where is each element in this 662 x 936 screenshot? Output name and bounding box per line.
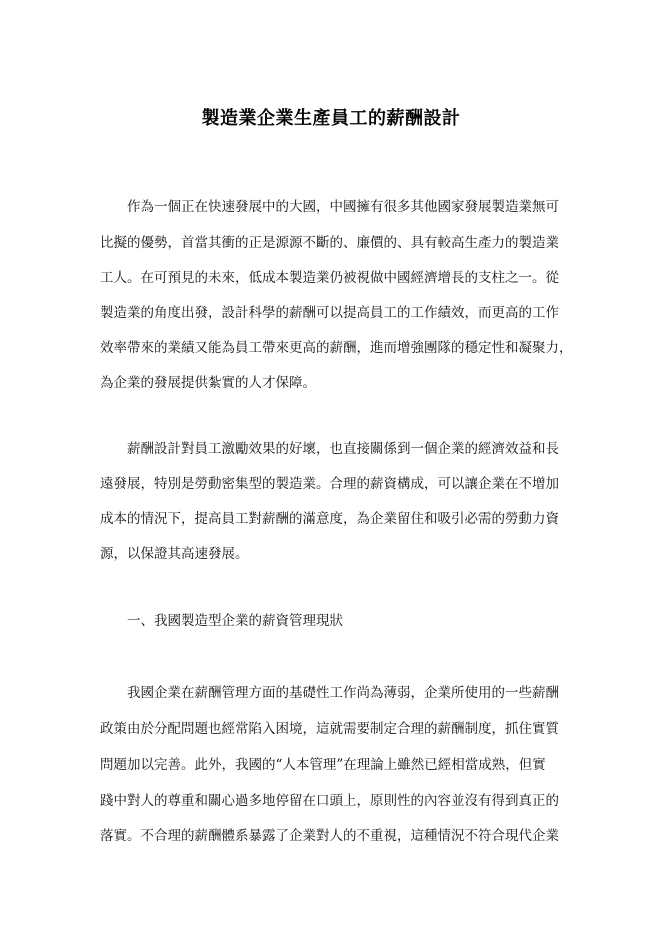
paragraph-3-line-3: 問題加以完善。此外，我國的“人本管理”在理論上雖然已經相當成熟，但實 [100, 757, 546, 773]
document-title: 製造業企業生產員工的薪酬設計 [201, 108, 461, 129]
paragraph-3-line-1: 我國企業在薪酬管理方面的基礎性工作尚為薄弱，企業所使用的一些薪酬 [127, 685, 559, 701]
paragraph-3-line-5: 落實。不合理的薪酬體系暴露了企業對人的不重視，這種情況不符合現代企業 [100, 828, 559, 844]
paragraph-1-line-6: 為企業的發展提供紮實的人才保障。 [100, 375, 316, 391]
paragraph-3-line-2: 政策由於分配問題也經常陷入困境，這就需要制定合理的薪酬制度，抓住實質 [100, 721, 559, 737]
paragraph-1-line-5: 效率帶來的業績又能為員工帶來更高的薪酬，進而增強團隊的穩定性和凝聚力， [100, 340, 573, 356]
paragraph-1-line-1: 作為一個正在快速發展中的大國，中國擁有很多其他國家發展製造業無可 [127, 199, 559, 215]
paragraph-1-line-2: 比擬的優勢，首當其衝的正是源源不斷的、廉價的、具有較高生產力的製造業 [100, 235, 559, 251]
paragraph-2-line-2: 遠發展，特別是勞動密集型的製造業。合理的薪資構成，可以讓企業在不增加 [100, 476, 559, 492]
paragraph-2-line-1: 薪酬設計對員工激勵效果的好壞，也直接關係到一個企業的經濟效益和長 [127, 441, 559, 457]
paragraph-1-line-3: 工人。在可預見的未來，低成本製造業仍被視做中國經濟增長的支柱之一。從 [100, 270, 559, 286]
paragraph-3-line-4: 踐中對人的尊重和關心過多地停留在口頭上，原則性的內容並沒有得到真正的 [100, 793, 559, 809]
paragraph-2-line-4: 源，以保證其高速發展。 [100, 546, 249, 562]
paragraph-1-line-4: 製造業的角度出發，設計科學的薪酬可以提高員工的工作績效，而更高的工作 [100, 305, 559, 321]
section-heading-1: 一、我國製造型企業的薪資管理現狀 [127, 613, 343, 629]
paragraph-2-line-3: 成本的情況下，提高員工對薪酬的滿意度，為企業留住和吸引必需的勞動力資 [100, 511, 559, 527]
